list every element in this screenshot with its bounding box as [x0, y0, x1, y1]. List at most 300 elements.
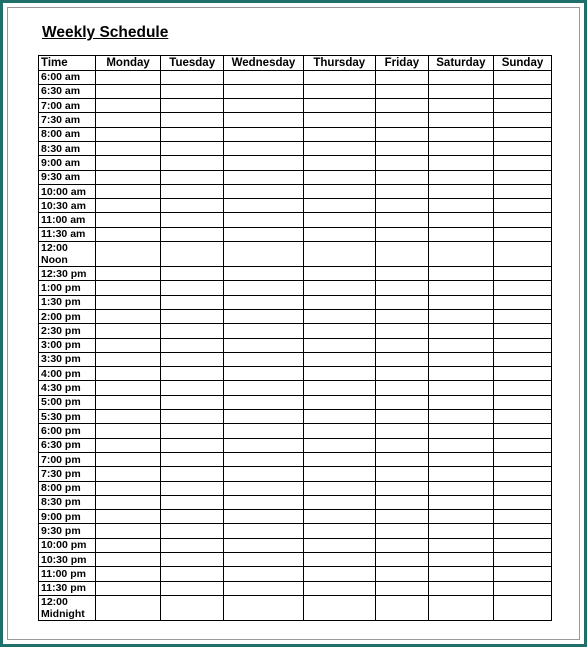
schedule-cell[interactable] — [161, 567, 224, 581]
time-label: 3:30 pm — [39, 352, 96, 366]
schedule-cell[interactable] — [493, 510, 551, 524]
schedule-cell[interactable] — [493, 184, 551, 198]
schedule-cell[interactable] — [224, 553, 303, 567]
table-row — [39, 227, 552, 241]
schedule-cell[interactable] — [224, 156, 303, 170]
schedule-cell[interactable] — [96, 267, 161, 281]
schedule-cell[interactable] — [96, 199, 161, 213]
schedule-cell[interactable] — [493, 99, 551, 113]
schedule-cell[interactable] — [96, 324, 161, 338]
schedule-cell[interactable] — [428, 595, 493, 620]
schedule-cell[interactable] — [224, 381, 303, 395]
schedule-cell[interactable] — [428, 156, 493, 170]
schedule-cell[interactable] — [161, 184, 224, 198]
schedule-cell[interactable] — [493, 127, 551, 141]
schedule-cell[interactable] — [493, 338, 551, 352]
schedule-cell[interactable] — [303, 438, 375, 452]
schedule-cell[interactable] — [96, 156, 161, 170]
header-row — [39, 56, 552, 71]
schedule-cell[interactable] — [493, 267, 551, 281]
schedule-cell[interactable] — [493, 538, 551, 552]
schedule-cell[interactable] — [375, 309, 428, 323]
schedule-cell[interactable] — [375, 481, 428, 495]
schedule-cell[interactable] — [375, 99, 428, 113]
schedule-cell[interactable] — [428, 99, 493, 113]
schedule-cell[interactable] — [161, 70, 224, 84]
schedule-cell[interactable] — [375, 70, 428, 84]
schedule-cell[interactable] — [493, 553, 551, 567]
schedule-cell[interactable] — [224, 267, 303, 281]
schedule-cell[interactable] — [375, 84, 428, 98]
schedule-cell[interactable] — [303, 381, 375, 395]
schedule-cell[interactable] — [161, 595, 224, 620]
schedule-cell[interactable] — [428, 581, 493, 595]
time-label: 8:30 am — [39, 141, 96, 155]
schedule-cell[interactable] — [375, 538, 428, 552]
schedule-cell[interactable] — [375, 410, 428, 424]
schedule-cell[interactable] — [96, 595, 161, 620]
schedule-cell[interactable] — [428, 141, 493, 155]
schedule-cell[interactable] — [224, 141, 303, 155]
schedule-cell[interactable] — [303, 395, 375, 409]
schedule-cell[interactable] — [303, 538, 375, 552]
time-label: 1:30 pm — [39, 295, 96, 309]
schedule-cell[interactable] — [161, 156, 224, 170]
time-label: 2:30 pm — [39, 324, 96, 338]
schedule-cell[interactable] — [303, 281, 375, 295]
schedule-cell[interactable] — [303, 84, 375, 98]
schedule-cell[interactable] — [428, 467, 493, 481]
schedule-cell[interactable] — [375, 510, 428, 524]
schedule-cell[interactable] — [96, 410, 161, 424]
schedule-cell[interactable] — [493, 324, 551, 338]
schedule-cell[interactable] — [375, 127, 428, 141]
schedule-cell[interactable] — [303, 127, 375, 141]
schedule-cell[interactable] — [428, 424, 493, 438]
schedule-cell[interactable] — [161, 410, 224, 424]
schedule-cell[interactable] — [428, 295, 493, 309]
table-row — [39, 481, 552, 495]
schedule-cell[interactable] — [375, 113, 428, 127]
schedule-cell[interactable] — [493, 424, 551, 438]
schedule-cell[interactable] — [224, 495, 303, 509]
schedule-cell[interactable] — [493, 567, 551, 581]
schedule-cell[interactable] — [303, 495, 375, 509]
schedule-cell[interactable] — [224, 213, 303, 227]
schedule-cell[interactable] — [375, 213, 428, 227]
schedule-cell[interactable] — [96, 481, 161, 495]
table-row — [39, 381, 552, 395]
schedule-cell[interactable] — [161, 524, 224, 538]
time-label: 10:00 am — [39, 184, 96, 198]
schedule-cell[interactable] — [428, 510, 493, 524]
schedule-cell[interactable] — [224, 538, 303, 552]
schedule-cell[interactable] — [428, 242, 493, 267]
schedule-cell[interactable] — [303, 338, 375, 352]
schedule-cell[interactable] — [428, 184, 493, 198]
schedule-cell[interactable] — [224, 199, 303, 213]
table-row — [39, 127, 552, 141]
schedule-cell[interactable] — [428, 84, 493, 98]
schedule-cell[interactable] — [428, 452, 493, 466]
header-sunday: Sunday — [493, 56, 551, 71]
schedule-cell[interactable] — [96, 213, 161, 227]
schedule-cell[interactable] — [303, 481, 375, 495]
schedule-cell[interactable] — [375, 595, 428, 620]
schedule-cell[interactable] — [96, 581, 161, 595]
schedule-cell[interactable] — [161, 170, 224, 184]
schedule-cell[interactable] — [161, 84, 224, 98]
time-label: 10:00 pm — [39, 538, 96, 552]
schedule-cell[interactable] — [493, 309, 551, 323]
schedule-cell[interactable] — [161, 481, 224, 495]
schedule-cell[interactable] — [224, 338, 303, 352]
schedule-cell[interactable] — [224, 524, 303, 538]
table-row — [39, 309, 552, 323]
table-row — [39, 567, 552, 581]
schedule-cell[interactable] — [303, 141, 375, 155]
schedule-cell[interactable] — [303, 467, 375, 481]
table-row — [39, 70, 552, 84]
schedule-cell[interactable] — [224, 84, 303, 98]
schedule-cell[interactable] — [493, 395, 551, 409]
schedule-cell[interactable] — [224, 410, 303, 424]
schedule-cell[interactable] — [303, 553, 375, 567]
schedule-cell[interactable] — [96, 309, 161, 323]
schedule-cell[interactable] — [161, 141, 224, 155]
schedule-cell[interactable] — [96, 295, 161, 309]
time-label: 1:00 pm — [39, 281, 96, 295]
schedule-cell[interactable] — [224, 438, 303, 452]
time-label: 3:00 pm — [39, 338, 96, 352]
schedule-cell[interactable] — [375, 267, 428, 281]
schedule-cell[interactable] — [375, 524, 428, 538]
schedule-cell[interactable] — [96, 567, 161, 581]
schedule-cell[interactable] — [224, 170, 303, 184]
schedule-cell[interactable] — [303, 595, 375, 620]
schedule-cell[interactable] — [375, 227, 428, 241]
schedule-cell[interactable] — [96, 553, 161, 567]
schedule-cell[interactable] — [96, 495, 161, 509]
schedule-cell[interactable] — [428, 395, 493, 409]
schedule-cell[interactable] — [428, 199, 493, 213]
schedule-cell[interactable] — [161, 538, 224, 552]
schedule-cell[interactable] — [493, 70, 551, 84]
schedule-cell[interactable] — [428, 281, 493, 295]
table-row — [39, 452, 552, 466]
schedule-cell[interactable] — [493, 352, 551, 366]
schedule-cell[interactable] — [428, 481, 493, 495]
schedule-cell[interactable] — [161, 295, 224, 309]
schedule-cell[interactable] — [96, 170, 161, 184]
schedule-cell[interactable] — [224, 70, 303, 84]
table-row — [39, 99, 552, 113]
schedule-cell[interactable] — [96, 84, 161, 98]
schedule-cell[interactable] — [375, 199, 428, 213]
schedule-cell[interactable] — [303, 524, 375, 538]
schedule-cell[interactable] — [428, 495, 493, 509]
schedule-cell[interactable] — [428, 127, 493, 141]
time-label: 9:00 pm — [39, 510, 96, 524]
schedule-cell[interactable] — [96, 538, 161, 552]
schedule-cell[interactable] — [493, 438, 551, 452]
schedule-cell[interactable] — [224, 581, 303, 595]
schedule-cell[interactable] — [375, 352, 428, 366]
time-label: 8:00 pm — [39, 481, 96, 495]
schedule-cell[interactable] — [428, 70, 493, 84]
schedule-cell[interactable] — [375, 495, 428, 509]
schedule-cell[interactable] — [161, 381, 224, 395]
schedule-cell[interactable] — [493, 595, 551, 620]
schedule-cell[interactable] — [161, 242, 224, 267]
schedule-cell[interactable] — [161, 267, 224, 281]
schedule-cell[interactable] — [493, 381, 551, 395]
schedule-cell[interactable] — [375, 553, 428, 567]
schedule-cell[interactable] — [96, 524, 161, 538]
schedule-cell[interactable] — [161, 510, 224, 524]
schedule-cell[interactable] — [375, 381, 428, 395]
schedule-cell[interactable] — [428, 381, 493, 395]
schedule-cell[interactable] — [161, 452, 224, 466]
schedule-cell[interactable] — [303, 170, 375, 184]
time-label: 4:00 pm — [39, 367, 96, 381]
schedule-cell[interactable] — [493, 452, 551, 466]
schedule-cell[interactable] — [493, 481, 551, 495]
schedule-cell[interactable] — [224, 467, 303, 481]
schedule-cell[interactable] — [303, 581, 375, 595]
schedule-cell[interactable] — [96, 227, 161, 241]
schedule-cell[interactable] — [96, 367, 161, 381]
schedule-cell[interactable] — [161, 424, 224, 438]
time-label: 5:30 pm — [39, 410, 96, 424]
schedule-cell[interactable] — [375, 281, 428, 295]
schedule-cell[interactable] — [493, 295, 551, 309]
schedule-cell[interactable] — [161, 467, 224, 481]
schedule-cell[interactable] — [303, 452, 375, 466]
schedule-cell[interactable] — [224, 227, 303, 241]
schedule-cell[interactable] — [161, 553, 224, 567]
weekly-schedule-table — [38, 55, 552, 621]
schedule-cell[interactable] — [303, 156, 375, 170]
schedule-cell[interactable] — [493, 170, 551, 184]
schedule-cell[interactable] — [224, 127, 303, 141]
schedule-cell[interactable] — [375, 141, 428, 155]
schedule-cell[interactable] — [375, 324, 428, 338]
schedule-cell[interactable] — [303, 309, 375, 323]
schedule-cell[interactable] — [161, 309, 224, 323]
schedule-cell[interactable] — [375, 395, 428, 409]
schedule-cell[interactable] — [96, 338, 161, 352]
schedule-cell[interactable] — [375, 295, 428, 309]
schedule-cell[interactable] — [224, 424, 303, 438]
schedule-cell[interactable] — [224, 113, 303, 127]
schedule-cell[interactable] — [224, 184, 303, 198]
time-label: 12:30 pm — [39, 267, 96, 281]
table-row — [39, 367, 552, 381]
schedule-cell[interactable] — [493, 113, 551, 127]
schedule-cell[interactable] — [493, 199, 551, 213]
schedule-cell[interactable] — [303, 352, 375, 366]
schedule-cell[interactable] — [303, 227, 375, 241]
schedule-cell[interactable] — [428, 438, 493, 452]
schedule-cell[interactable] — [303, 295, 375, 309]
schedule-cell[interactable] — [96, 381, 161, 395]
schedule-cell[interactable] — [493, 213, 551, 227]
header-time: Time — [39, 56, 96, 71]
schedule-cell[interactable] — [428, 524, 493, 538]
schedule-cell[interactable] — [303, 199, 375, 213]
schedule-cell[interactable] — [161, 395, 224, 409]
header-monday: Monday — [96, 56, 161, 71]
schedule-cell[interactable] — [493, 156, 551, 170]
schedule-cell[interactable] — [375, 184, 428, 198]
schedule-cell[interactable] — [224, 367, 303, 381]
schedule-cell[interactable] — [493, 410, 551, 424]
schedule-cell[interactable] — [96, 70, 161, 84]
schedule-cell[interactable] — [428, 338, 493, 352]
schedule-cell[interactable] — [224, 481, 303, 495]
table-row — [39, 538, 552, 552]
schedule-cell[interactable] — [303, 213, 375, 227]
schedule-cell[interactable] — [96, 242, 161, 267]
schedule-cell[interactable] — [303, 99, 375, 113]
schedule-cell[interactable] — [303, 267, 375, 281]
schedule-cell[interactable] — [96, 113, 161, 127]
table-row — [39, 524, 552, 538]
schedule-cell[interactable] — [161, 227, 224, 241]
table-row — [39, 170, 552, 184]
schedule-cell[interactable] — [161, 324, 224, 338]
schedule-cell[interactable] — [375, 467, 428, 481]
schedule-cell[interactable] — [224, 324, 303, 338]
schedule-cell[interactable] — [428, 410, 493, 424]
schedule-cell[interactable] — [375, 567, 428, 581]
schedule-cell[interactable] — [375, 452, 428, 466]
schedule-cell[interactable] — [493, 242, 551, 267]
schedule-cell[interactable] — [96, 424, 161, 438]
schedule-cell[interactable] — [303, 567, 375, 581]
header-saturday: Saturday — [428, 56, 493, 71]
schedule-cell[interactable] — [96, 127, 161, 141]
schedule-cell[interactable] — [224, 309, 303, 323]
schedule-cell[interactable] — [428, 267, 493, 281]
schedule-cell[interactable] — [375, 581, 428, 595]
table-row — [39, 141, 552, 155]
schedule-cell[interactable] — [375, 170, 428, 184]
schedule-cell[interactable] — [428, 567, 493, 581]
schedule-cell[interactable] — [224, 510, 303, 524]
schedule-cell[interactable] — [96, 184, 161, 198]
time-label: 12:00 Midnight — [39, 595, 96, 620]
schedule-cell[interactable] — [96, 141, 161, 155]
schedule-cell[interactable] — [428, 553, 493, 567]
schedule-cell[interactable] — [428, 309, 493, 323]
schedule-cell[interactable] — [303, 242, 375, 267]
table-row — [39, 510, 552, 524]
schedule-cell[interactable] — [428, 324, 493, 338]
schedule-cell[interactable] — [375, 424, 428, 438]
schedule-cell[interactable] — [493, 467, 551, 481]
schedule-cell[interactable] — [96, 395, 161, 409]
schedule-cell[interactable] — [493, 524, 551, 538]
time-label: 11:00 pm — [39, 567, 96, 581]
schedule-cell[interactable] — [96, 438, 161, 452]
schedule-cell[interactable] — [96, 467, 161, 481]
schedule-cell[interactable] — [303, 367, 375, 381]
schedule-cell[interactable] — [493, 84, 551, 98]
schedule-cell[interactable] — [224, 395, 303, 409]
schedule-cell[interactable] — [493, 495, 551, 509]
schedule-cell[interactable] — [161, 127, 224, 141]
schedule-cell[interactable] — [161, 352, 224, 366]
schedule-cell[interactable] — [161, 199, 224, 213]
schedule-cell[interactable] — [224, 352, 303, 366]
schedule-cell[interactable] — [493, 281, 551, 295]
schedule-cell[interactable] — [224, 242, 303, 267]
schedule-cell[interactable] — [493, 581, 551, 595]
schedule-cell[interactable] — [303, 324, 375, 338]
schedule-cell[interactable] — [161, 113, 224, 127]
time-label: 7:30 am — [39, 113, 96, 127]
schedule-cell[interactable] — [375, 367, 428, 381]
schedule-cell[interactable] — [428, 213, 493, 227]
schedule-cell[interactable] — [493, 227, 551, 241]
schedule-cell[interactable] — [161, 495, 224, 509]
schedule-cell[interactable] — [428, 352, 493, 366]
schedule-cell[interactable] — [303, 410, 375, 424]
schedule-cell[interactable] — [375, 156, 428, 170]
schedule-cell[interactable] — [375, 338, 428, 352]
schedule-cell[interactable] — [375, 242, 428, 267]
schedule-cell[interactable] — [303, 70, 375, 84]
schedule-cell[interactable] — [224, 452, 303, 466]
schedule-cell[interactable] — [161, 367, 224, 381]
schedule-cell[interactable] — [161, 213, 224, 227]
schedule-cell[interactable] — [224, 99, 303, 113]
schedule-cell[interactable] — [161, 99, 224, 113]
schedule-cell[interactable] — [224, 595, 303, 620]
schedule-cell[interactable] — [161, 338, 224, 352]
schedule-cell[interactable] — [428, 367, 493, 381]
schedule-cell[interactable] — [96, 510, 161, 524]
schedule-cell[interactable] — [224, 281, 303, 295]
schedule-cell[interactable] — [303, 424, 375, 438]
schedule-cell[interactable] — [161, 438, 224, 452]
schedule-cell[interactable] — [303, 113, 375, 127]
schedule-cell[interactable] — [96, 452, 161, 466]
table-row — [39, 595, 552, 620]
table-row — [39, 184, 552, 198]
time-label: 11:30 pm — [39, 581, 96, 595]
schedule-cell[interactable] — [224, 567, 303, 581]
schedule-cell[interactable] — [161, 581, 224, 595]
schedule-cell[interactable] — [303, 184, 375, 198]
schedule-cell[interactable] — [224, 295, 303, 309]
schedule-cell[interactable] — [493, 141, 551, 155]
schedule-cell[interactable] — [428, 113, 493, 127]
time-label: 12:00 Noon — [39, 242, 96, 267]
schedule-cell[interactable] — [303, 510, 375, 524]
schedule-cell[interactable] — [161, 281, 224, 295]
schedule-cell[interactable] — [493, 367, 551, 381]
schedule-cell[interactable] — [96, 99, 161, 113]
schedule-cell[interactable] — [428, 227, 493, 241]
schedule-cell[interactable] — [375, 438, 428, 452]
schedule-cell[interactable] — [96, 281, 161, 295]
schedule-cell[interactable] — [428, 538, 493, 552]
schedule-cell[interactable] — [428, 170, 493, 184]
schedule-cell[interactable] — [96, 352, 161, 366]
